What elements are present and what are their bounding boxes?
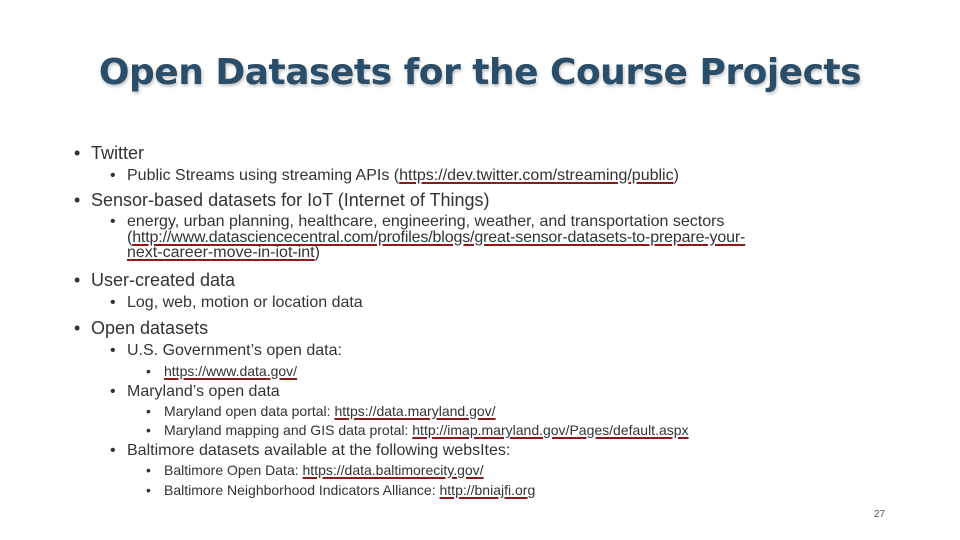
baltimore-open-data-link[interactable]: https://data.baltimorecity.gov/ (302, 462, 484, 478)
baltimore-item (110, 442, 510, 460)
us-gov-item (110, 342, 342, 360)
bullet-dot: • (110, 342, 116, 359)
page-number: 27 (874, 509, 886, 520)
baltimore-open-data-item (146, 462, 484, 478)
us-gov-label: U.S. Government’s open data: (127, 342, 342, 359)
bullet-dot: • (74, 190, 81, 210)
bullet-dot: • (146, 403, 151, 419)
maryland-portal-link[interactable]: https://data.maryland.gov/ (334, 403, 496, 419)
maryland-portal-text: Maryland open data portal: (164, 403, 335, 419)
bullet-dot: • (110, 213, 116, 230)
baltimore-label: Baltimore datasets available at the following websItes: (127, 442, 511, 459)
maryland-label: Maryland’s open data (127, 383, 280, 400)
user-label: User-created data (91, 270, 236, 290)
twitter-streaming-link[interactable]: https://dev.twitter.com/streaming/public (399, 167, 674, 184)
bullet-open-datasets (74, 318, 208, 339)
sensor-sub-text: energy, urban planning, healthcare, engineering, weather, and transportation sectors (127, 213, 725, 230)
bullet-dot: • (74, 143, 81, 163)
open-label: Open datasets (91, 318, 209, 338)
bullet-dot: • (146, 422, 151, 438)
sensor-link-line-2 (127, 245, 320, 261)
maryland-item (110, 383, 280, 401)
twitter-public-streams (110, 167, 679, 185)
bullet-dot: • (110, 294, 116, 311)
bullet-dot: • (74, 318, 81, 338)
baltimore-bnia-item (146, 482, 535, 498)
sensor-label: Sensor-based datasets for IoT (Internet of Things) (91, 190, 490, 210)
twitter-sub-text: Public Streams using streaming APIs ( (127, 167, 400, 184)
sensor-datasets-link-part1[interactable]: http://www.datasciencecentral.com/profiles/blogs/great-sensor-datasets-to-prepare-your- (132, 229, 746, 246)
maryland-gis-link[interactable]: http://imap.maryland.gov/Pages/default.aspx (412, 422, 689, 438)
sensor-open-paren: ( (127, 229, 133, 246)
bullet-dot: • (146, 482, 151, 498)
maryland-gis-text: Maryland mapping and GIS data protal: (164, 422, 413, 438)
user-sub-item (110, 294, 363, 312)
maryland-portal-item (146, 403, 496, 419)
bullet-dot: • (110, 383, 116, 400)
sensor-datasets-link-part2[interactable]: next-career-move-in-iot-int (127, 244, 315, 261)
data-gov-link[interactable]: https://www.data.gov/ (164, 363, 298, 379)
user-sub-text: Log, web, motion or location data (127, 294, 363, 311)
twitter-sub-close: ) (673, 167, 679, 184)
bullet-dot: • (74, 270, 81, 290)
us-gov-link-item (146, 363, 297, 379)
sensor-close-paren: ) (314, 244, 320, 261)
bullet-dot: • (146, 462, 151, 478)
bullet-dot: • (146, 363, 151, 379)
baltimore-bnia-link[interactable]: http://bniajfi.org (439, 482, 536, 498)
slide-title: Open Datasets for the Course Projects (98, 52, 862, 93)
bullet-sensor (74, 190, 490, 211)
baltimore-bnia-text: Baltimore Neighborhood Indicators Alliance: (164, 482, 440, 498)
bullet-twitter (74, 143, 144, 164)
maryland-gis-item (146, 422, 689, 438)
baltimore-open-data-text: Baltimore Open Data: (164, 462, 303, 478)
bullet-dot: • (110, 167, 116, 184)
bullet-dot: • (110, 442, 116, 459)
bullet-user-created (74, 270, 235, 291)
twitter-label: Twitter (91, 143, 145, 163)
